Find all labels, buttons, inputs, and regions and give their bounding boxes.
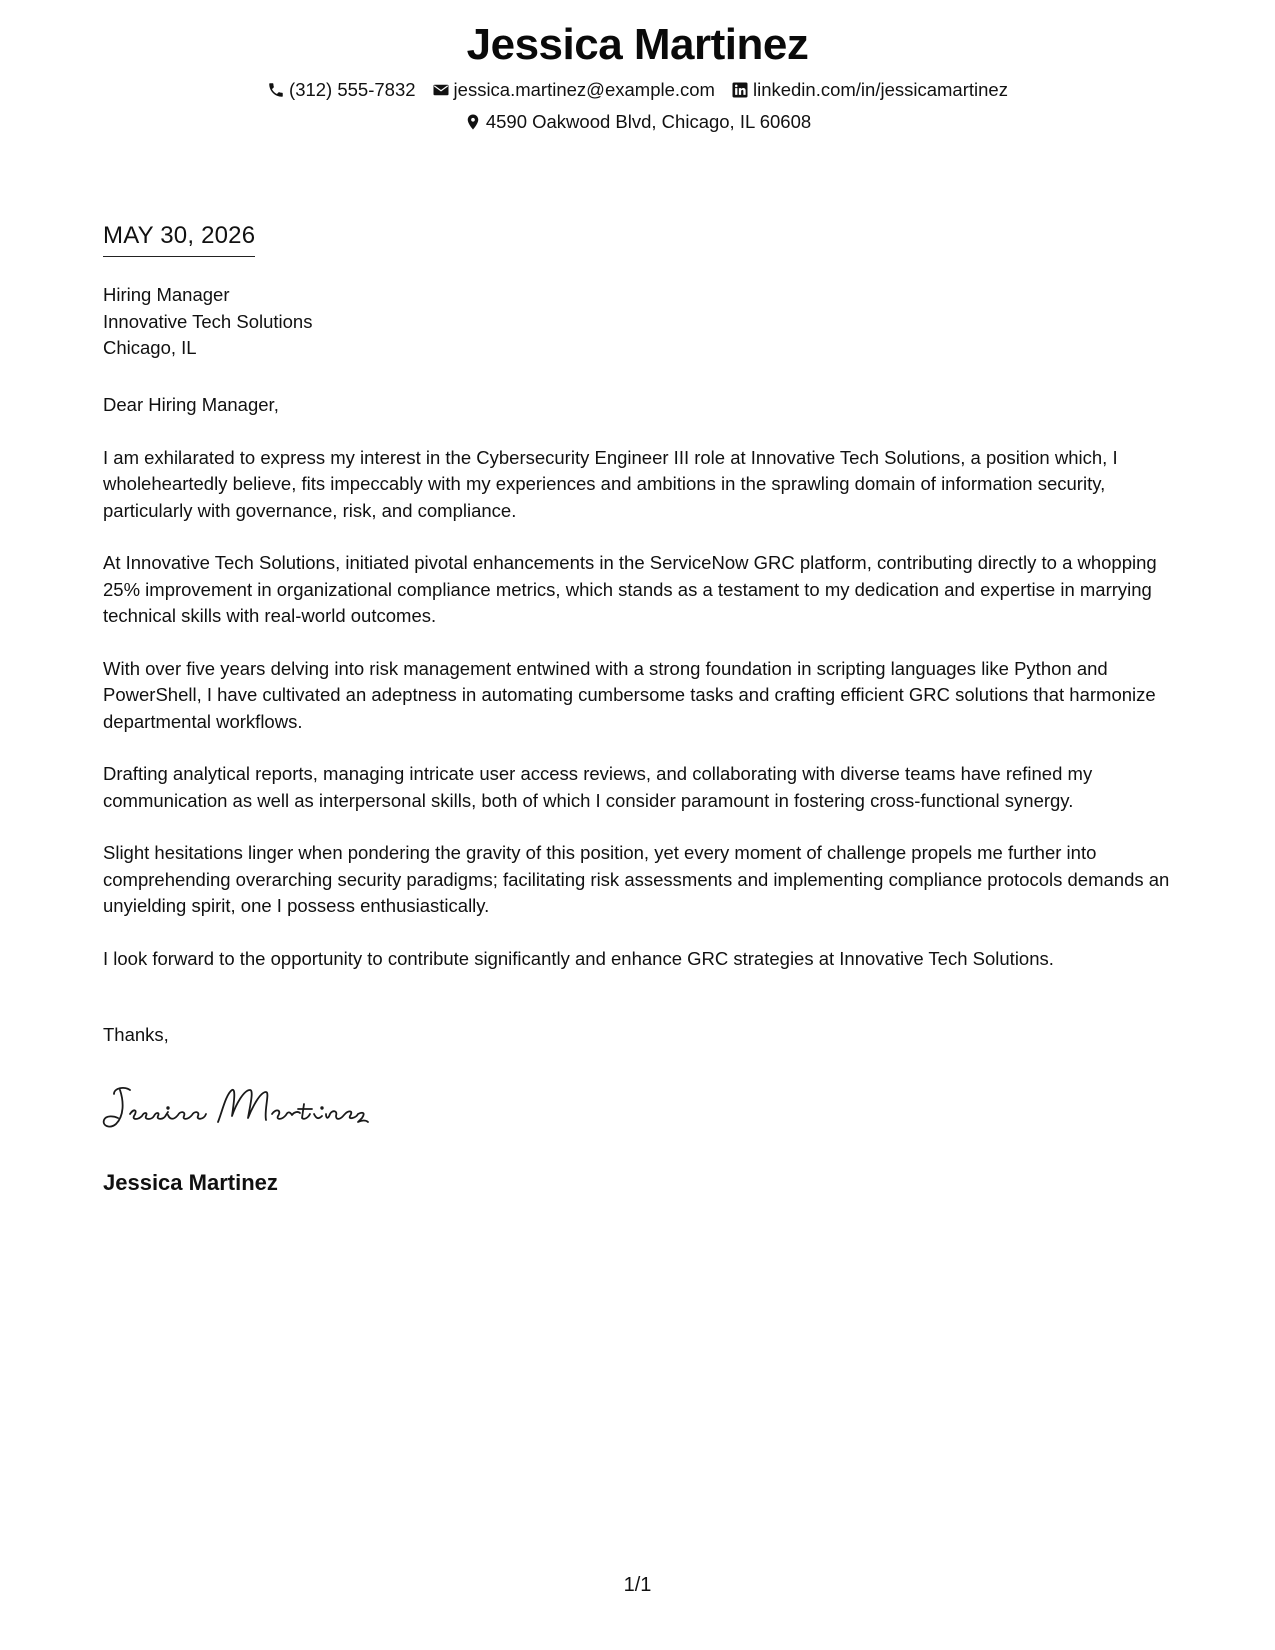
closing: Thanks, bbox=[103, 1024, 169, 1045]
salutation: Dear Hiring Manager, bbox=[103, 394, 279, 415]
address-text: 4590 Oakwood Blvd, Chicago, IL 60608 bbox=[485, 111, 812, 132]
body-paragraph: I look forward to the opportunity to contribute significantly and enhance GRC strategies at Innovative Tech Solutions. bbox=[103, 947, 1054, 969]
header-name: Jessica Martinez bbox=[466, 20, 809, 69]
contact-row-primary bbox=[0, 79, 1275, 101]
contact-address bbox=[464, 111, 811, 133]
body-paragraph: With over five years delving into risk management entwined with a strong foundation in scripting languages like Python and PowerShell, I have cultivated an adeptness in automating cumbersome tasks and crafting efficient GRC solutions that harmonize departmental workflows. bbox=[103, 657, 1156, 732]
contact-email bbox=[432, 79, 715, 101]
letter-body bbox=[103, 392, 1173, 998]
body-paragraph: Drafting analytical reports, managing intricate user access reviews, and collaborating with diverse teams have refined my communication as well as interpersonal skills, both of which I consider paramount in fostering cross-functional synergy. bbox=[103, 763, 1093, 811]
contact-row-address bbox=[0, 111, 1275, 133]
linkedin-text: linkedin.com/in/jessicamartinez bbox=[752, 79, 1008, 100]
page-number: 1/1 bbox=[623, 1574, 652, 1596]
envelope-icon bbox=[432, 81, 450, 99]
email-text: jessica.martinez@example.com bbox=[453, 79, 715, 100]
recipient-title: Hiring Manager bbox=[103, 284, 230, 305]
phone-icon bbox=[267, 81, 285, 99]
handwritten-signature bbox=[100, 1082, 370, 1132]
recipient-block bbox=[103, 282, 312, 362]
contact-phone bbox=[267, 79, 416, 101]
phone-text: (312) 555-7832 bbox=[289, 79, 416, 100]
map-marker-icon bbox=[464, 113, 482, 131]
body-paragraph: At Innovative Tech Solutions, initiated pivotal enhancements in the ServiceNow GRC platform, contributing directly to a whopping 25% improvement in organizational compliance metrics, which stands as a testament to my dedication and expertise in marrying technical skills with real-world outcomes. bbox=[103, 552, 1157, 626]
recipient-location: Chicago, IL bbox=[103, 337, 197, 358]
body-paragraph: I am exhilarated to express my interest in the Cybersecurity Engineer III role at Innovative Tech Solutions, a position which, I wholeheartedly believe, fits impeccably with my experiences and ambitions in the sprawling domain of information security, particularly with governance, risk, and compliance. bbox=[103, 446, 1118, 521]
recipient-company: Innovative Tech Solutions bbox=[103, 310, 313, 332]
linkedin-icon bbox=[731, 81, 749, 99]
letter-date: MAY 30, 2026 bbox=[103, 222, 255, 257]
contact-linkedin bbox=[731, 79, 1008, 101]
signer-name: Jessica Martinez bbox=[103, 1170, 278, 1195]
body-paragraph: Slight hesitations linger when pondering the gravity of this position, yet every moment of challenge propels me further into comprehending overarching security paradigms; facilitating risk assessments and implementing compliance protocols demands an unyielding spirit, one I possess enthusiastically. bbox=[103, 842, 1170, 916]
